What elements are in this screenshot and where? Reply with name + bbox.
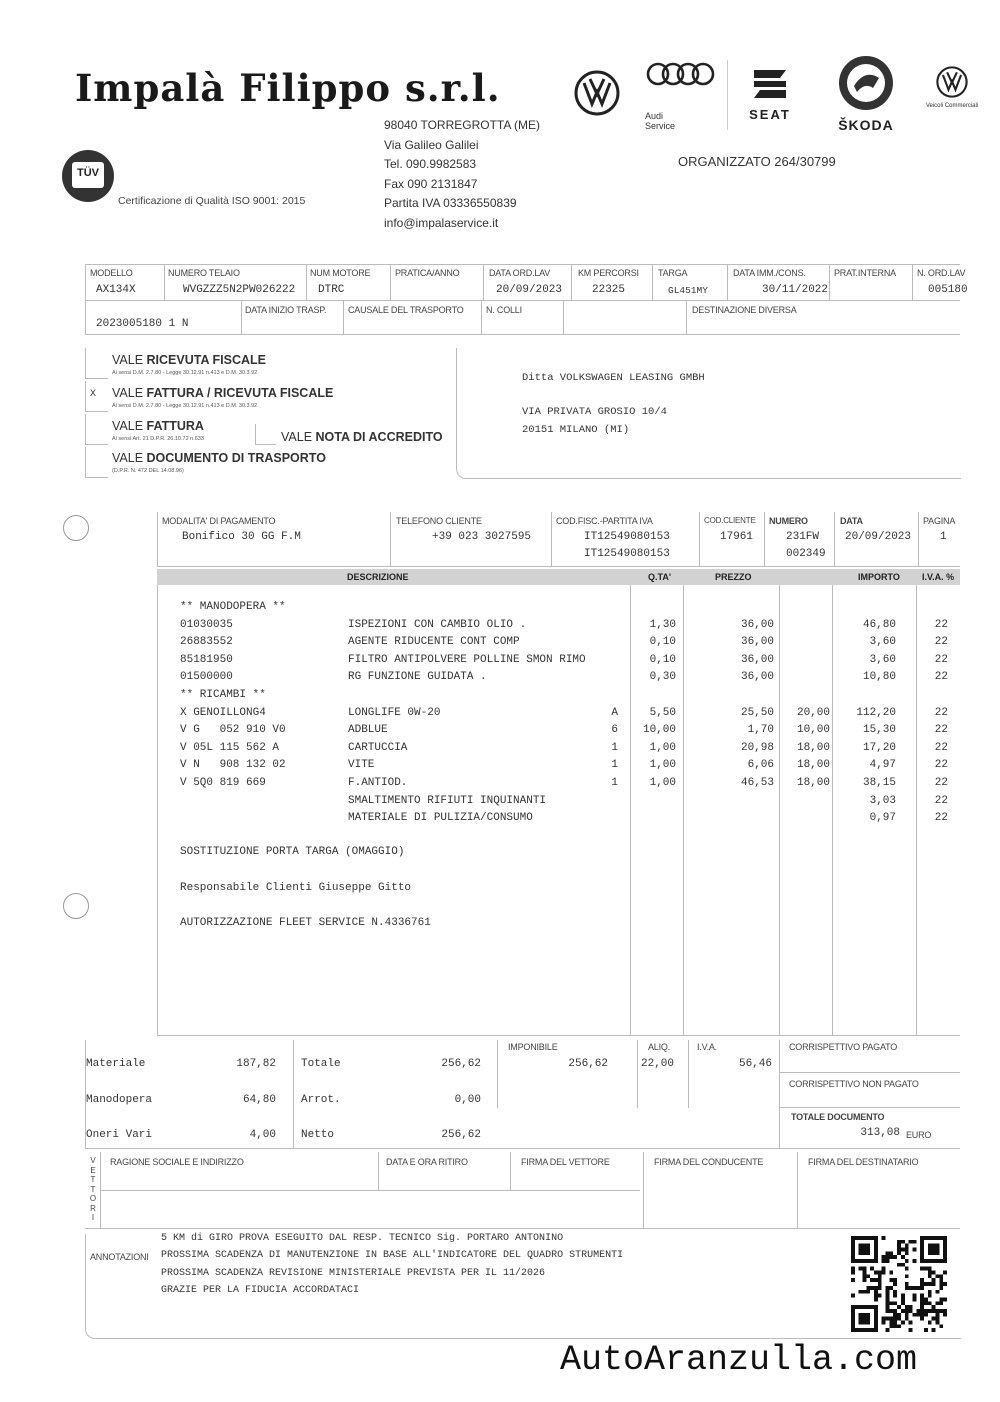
cell-desc: RG FUNZIONE GUIDATA . [348,671,487,684]
cell-iva: 22 [934,671,948,684]
vale-block [85,348,460,483]
recipient-street: VIA PRIVATA GROSIO 10/4 [522,406,667,418]
recipient-box [456,348,961,479]
cell-sconto: 10,00 [796,724,830,737]
annotazioni-label: ANNOTAZIONI [90,1252,149,1262]
cell-iva: 22 [934,741,948,754]
value-pagina: 1 [940,531,947,543]
cell-code: 26883552 [180,636,233,649]
cell-code: 01030035 [180,618,233,631]
cell-code: X GENOILLONG4 [180,706,266,719]
value-codcliente: 17961 [720,531,754,543]
vw-logo [574,70,620,121]
firma-vettore-label: FIRMA DEL VETTORE [521,1157,610,1167]
label-data-imm: DATA IMM./CONS. [733,268,806,278]
header-prezzo: PREZZO [715,572,752,582]
imponibile-value: 256,62 [568,1058,608,1070]
vale-ricevuta: VALE RICEVUTA FISCALE [112,353,266,367]
address-line: Via Galileo Galilei [384,137,479,152]
punch-hole [63,893,89,919]
cell-iva: 22 [934,812,948,825]
cell-code: V 5Q0 819 669 [180,777,266,789]
aliquota-value: 22,00 [641,1058,675,1070]
audi-logo [645,60,720,131]
cell-code: V G 052 910 V0 [180,724,286,737]
address-line: Partita IVA 03336550839 [384,196,517,210]
label-destinazione: DESTINAZIONE DIVERSA [692,305,797,315]
cell-code: 85181950 [180,653,233,666]
annotazione-line: 5 KM di GIRO PROVA ESEGUITO DAL RESP. TECNICO Sig. PORTARO ANTONINO [161,1233,564,1244]
note-line: Responsabile Clienti Giuseppe Gitto [180,882,412,894]
cell-importo: 4,97 [869,759,896,772]
vale-ddt-sub: (D.P.R. N. 472 DEL 14.08.96) [112,468,184,474]
iso-certification: Certificazione di Qualità ISO 9001: 2015 [118,195,306,207]
value-telefono: +39 023 3027595 [432,531,532,543]
cell-desc: F.ANTIOD. [348,777,408,789]
label-telaio: NUMERO TELAIO [168,268,240,278]
cell-qta: 0,10 [649,636,676,649]
cell-u: 1 [611,759,618,772]
vale-ddt: VALE DOCUMENTO DI TRASPORTO [112,451,326,465]
cell-iva: 22 [934,759,948,772]
address-line: Fax 090 2131847 [384,176,478,191]
cell-u: 1 [611,777,618,789]
cell-qta: 10,00 [642,724,676,737]
firma-conducente-label: FIRMA DEL CONDUCENTE [654,1157,764,1167]
cell-prezzo: 36,00 [740,636,774,649]
cell-desc: FILTRO ANTIPOLVERE POLLINE SMON RIMO [348,653,586,666]
cell-desc: SMALTIMENTO RIFIUTI INQUINANTI [348,794,547,807]
label-modalita: MODALITA' DI PAGAMENTO [162,516,276,526]
cell-code: 01500000 [180,671,233,684]
vale-fattura-ricevuta: VALE FATTURA / RICEVUTA FISCALE [112,386,334,400]
label-targa: TARGA [658,268,688,278]
company-address [384,116,540,233]
cell-iva: 22 [934,636,948,649]
cell-u: 6 [611,724,618,737]
skoda-logo [828,54,904,133]
firma-destinatario-label: FIRMA DEL DESTINATARIO [808,1157,919,1167]
cell-u: A [611,706,618,719]
vale-ricevuta-sub: Ai sensi D.M. 2.7.80 - Legge 30.12.91 n.413 e D.M. 30.3.92 [112,370,258,376]
label-prat-interna: PRAT.INTERNA [834,268,896,278]
cell-prezzo: 25,50 [740,706,774,719]
cell-desc: CARTUCCIA [348,741,408,754]
cell-desc: LONGLIFE 0W-20 [348,706,441,719]
cell-desc: ISPEZIONI CON CAMBIO OLIO . [348,618,527,631]
label-codcliente: COD.CLIENTE [704,516,756,525]
cell-importo: 38,15 [862,777,896,789]
annotazione-line: GRAZIE PER LA FIDUCIA ACCORDATACI [161,1285,360,1296]
manodopera-label: Manodopera [86,1094,153,1106]
cell-importo: 17,20 [862,741,896,754]
materiale-label: Materiale [86,1058,146,1070]
label-codfisc: COD.FISC.-PARTITA IVA [556,516,653,526]
value-km: 22325 [592,284,626,296]
cell-importo: 3,03 [869,794,896,807]
label-data-inizio: DATA INIZIO TRASP. [245,305,327,315]
cell-code: V N 908 132 02 [180,759,286,772]
cell-prezzo: 36,00 [740,671,774,684]
annotazione-line: PROSSIMA SCADENZA DI MANUTENZIONE IN BASE ALL'INDICATORE DEL QUADRO STRUMENTI [161,1250,624,1261]
cell-importo: 112,20 [856,706,896,719]
cell-importo: 10,80 [862,671,896,684]
cell-sconto: 18,00 [796,777,830,789]
label-causale: CAUSALE DEL TRASPORTO [348,305,464,315]
header-descrizione: DESCRIZIONE [347,572,409,582]
cell-qta: 1,00 [649,741,676,754]
label-pratica: PRATICA/ANNO [395,268,460,278]
cell-prezzo: 20,98 [740,741,774,754]
cell-qta: 0,30 [649,671,676,684]
audi-service-text: Audi Service [645,111,676,131]
cell-desc: AGENTE RIDUCENTE CONT COMP [348,636,520,649]
totale-value: 256,62 [441,1058,481,1070]
seat-text: SEAT [749,107,791,122]
watermark: AutoAranzulla.com [560,1340,918,1380]
recipient-city: 20151 MILANO (MI) [522,424,630,436]
cell-sconto: 20,00 [796,706,830,719]
cell-desc: VITE [348,759,375,772]
qr-code [850,1236,948,1332]
note-line: SOSTITUZIONE PORTA TARGA (OMAGGIO) [180,846,405,858]
cell-prezzo: 36,00 [740,653,774,666]
cell-importo: 15,30 [862,724,896,737]
cell-code: ** RICAMBI ** [180,689,266,701]
cell-prezzo: 36,00 [740,618,774,631]
cell-qta: 1,30 [649,618,676,631]
vale-fattura-sub: Ai sensi Art. 21 D.P.R. 26.10.72 n.633 [112,436,204,442]
table-header-bar [157,569,960,585]
arrot-value: 0,00 [454,1094,481,1106]
vale-fattura-ricevuta-sub: Ai sensi D.M. 2.7.80 - Legge 30.12.91 n.413 e D.M. 30.3.92 [112,403,258,409]
label-pagina: PAGINA [923,516,956,526]
cell-code: V 05L 115 562 A [180,741,280,754]
header-importo: IMPORTO [858,572,900,582]
totale-documento-label: TOTALE DOCUMENTO [791,1112,885,1122]
punch-hole [63,515,89,541]
value-n-ord: 005180 [928,284,968,296]
label-km: KM PERCORSI [578,268,639,278]
netto-value: 256,62 [441,1129,481,1141]
corrispettivo-non-pagato: CORRISPETTIVO NON PAGATO [789,1079,919,1089]
value-modalita: Bonifico 30 GG F.M [182,531,301,543]
cell-code: ** MANODOPERA ** [180,601,286,613]
cell-prezzo: 46,53 [740,777,774,789]
cell-prezzo: 1,70 [747,724,774,737]
value-modello: AX134X [96,284,136,296]
cell-iva: 22 [934,794,948,807]
annotazione-line: PROSSIMA SCADENZA REVISIONE MINISTERIALE PREVISTA PER IL 11/2026 [161,1268,546,1279]
cell-sconto: 18,00 [796,741,830,754]
materiale-value: 187,82 [236,1058,276,1070]
cell-iva: 22 [934,653,948,666]
value-data-imm: 30/11/2022 [762,284,829,296]
value-data-ord: 20/09/2023 [496,284,563,296]
netto-label: Netto [301,1129,335,1141]
recipient-name: Ditta VOLKSWAGEN LEASING GMBH [522,372,705,384]
value-numero-1: 231FW [786,531,820,543]
label-modello: MODELLO [90,268,133,278]
iva-label: I.V.A. [697,1042,717,1052]
cell-iva: 22 [934,618,948,631]
label-colli: N. COLLI [486,305,522,315]
cell-qta: 0,10 [649,653,676,666]
cell-importo: 3,60 [869,636,896,649]
ragione-sociale-label: RAGIONE SOCIALE E INDIRIZZO [110,1157,244,1167]
cell-qta: 1,00 [649,777,676,789]
label-numero: NUMERO [769,516,808,526]
address-line: Tel. 090.9982583 [384,157,477,171]
euro-label: EURO [906,1130,932,1140]
value-targa: GL451MY [668,285,708,296]
tuv-text: TÜV [77,167,99,179]
oneri-label: Oneri Vari [86,1129,153,1141]
cell-iva: 22 [934,724,948,737]
value-data: 20/09/2023 [845,531,912,543]
value-numero-2: 002349 [786,548,826,560]
label-telefono: TELEFONO CLIENTE [396,516,482,526]
vettori-side-label: V E T T O R I [89,1156,97,1222]
cell-prezzo: 6,06 [747,759,774,772]
cell-qta: 1,00 [649,759,676,772]
company-name: Impalà Filippo s.r.l. [75,66,501,110]
address-line: 98040 TORREGROTTA (ME) [384,118,541,132]
arrot-label: Arrot. [301,1094,341,1106]
cell-iva: 22 [934,706,948,719]
cell-importo: 3,60 [869,653,896,666]
organizzato: ORGANIZZATO 264/30799 [678,154,836,169]
corrispettivo-pagato: CORRISPETTIVO PAGATO [789,1042,898,1052]
address-line: info@impalaservice.it [384,215,499,230]
totale-label: Totale [301,1058,341,1070]
cell-u: 1 [611,741,618,754]
cell-iva: 22 [934,777,948,789]
data-ora-ritiro-label: DATA E ORA RITIRO [386,1157,468,1167]
cell-desc: MATERIALE DI PULIZIA/CONSUMO [348,812,533,825]
seat-logo [738,66,802,122]
cell-qta: 5,50 [649,706,676,719]
label-data-ord: DATA ORD.LAV [489,268,551,278]
tuv-logo [62,150,114,202]
header-qta: Q.TA' [648,572,671,582]
manodopera-value: 64,80 [242,1094,276,1106]
vale-fattura-ricevuta-checkmark[interactable]: X [90,389,97,400]
value-codfisc-2: IT12549080153 [584,548,670,560]
cell-desc: ADBLUE [348,724,388,737]
label-n-ord: N. ORD.LAV [917,268,966,278]
aliquota-label: ALIQ. [648,1042,671,1052]
totale-documento-value: 313,08 [860,1127,900,1139]
note-line: AUTORIZZAZIONE FLEET SERVICE N.4336761 [180,917,431,929]
header-iva: I.V.A. % [922,572,955,582]
value-pratica-numero: 2023005180 1 N [96,318,189,330]
iva-value: 56,46 [738,1058,772,1070]
label-data: DATA [840,516,863,526]
oneri-value: 4,00 [249,1129,276,1141]
vwc-text: Veicoli Commerciali [925,103,979,109]
cell-importo: 0,97 [869,812,896,825]
vale-nota-accredito: VALE NOTA DI ACCREDITO [281,430,443,444]
label-motore: NUM MOTORE [310,268,371,278]
vale-fattura: VALE FATTURA [112,419,204,433]
imponibile-label: IMPONIBILE [508,1042,558,1052]
cell-sconto: 18,00 [796,759,830,772]
value-telaio: WVGZZZ5N2PW026222 [183,284,296,296]
vw-commercial-logo [924,66,980,110]
value-motore: DTRC [318,284,345,296]
skoda-text: ŠKODA [838,117,894,133]
cell-importo: 46,80 [862,618,896,631]
value-codfisc-1: IT12549080153 [584,531,670,543]
